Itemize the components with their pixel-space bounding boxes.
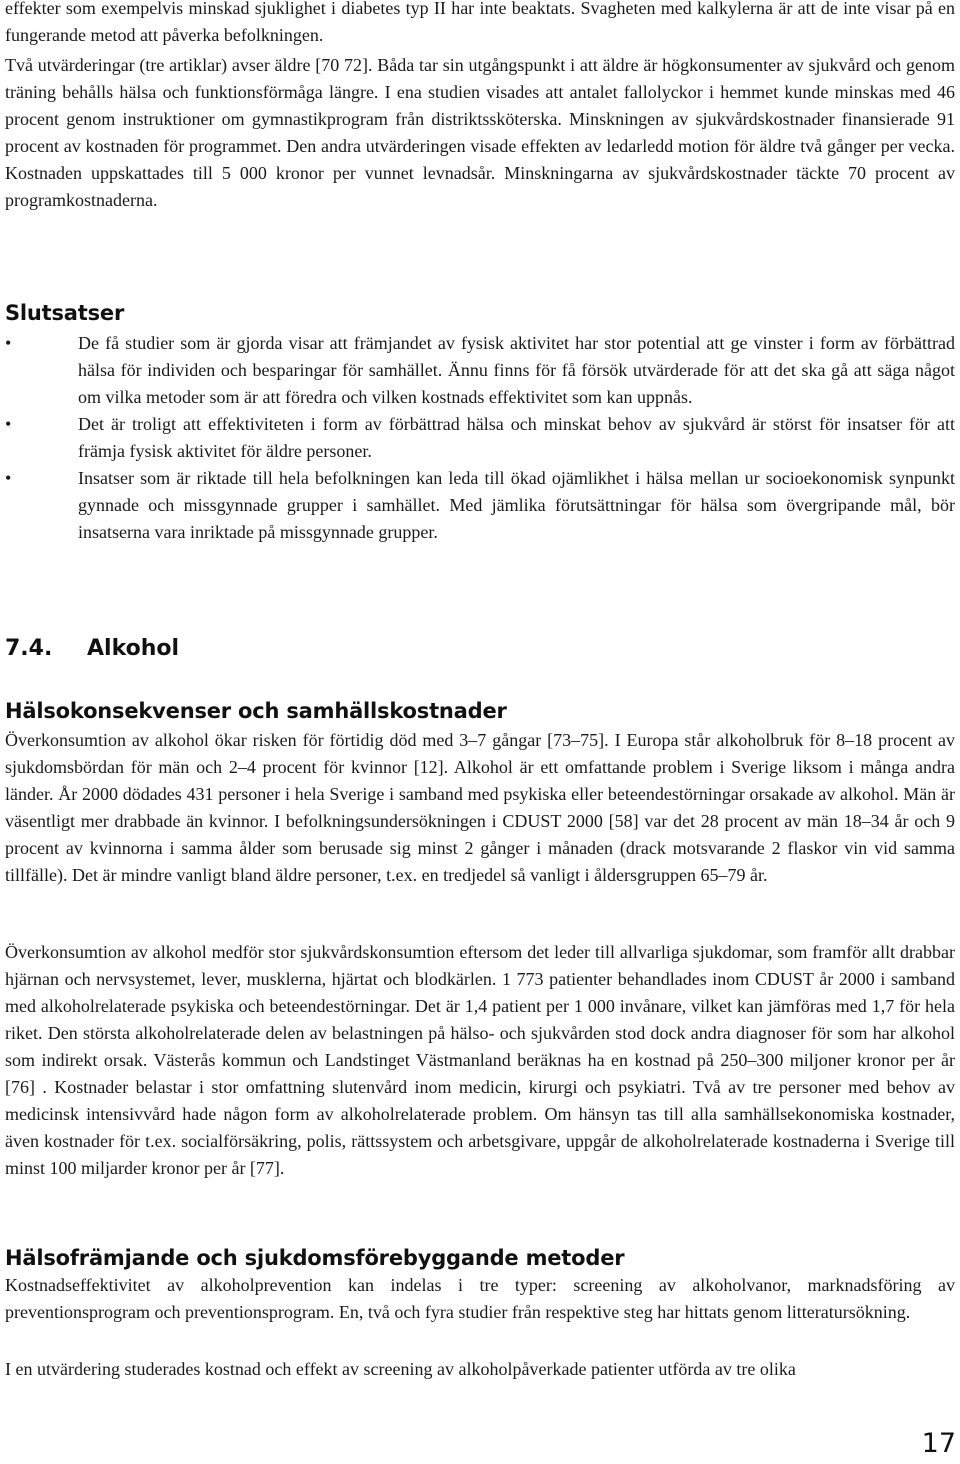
health-costs-paragraph-2: Överkonsumtion av alkohol medför stor sjukvårdskonsumtion eftersom det leder till allvarliga sjukdomar, som framför allt drabbar hjärnan och nervsystemet, lever, musklerna, hjärtat och blodkärlen. 1 773 patienter behandlades inom CDUST år 2000 i samband med alkoholrelaterade psykiska och beteendestörningar. Det är 1,4 patient per 1 000 invånare, vilket kan jämföras med 1,7 för hela riket. Den största alkoholrelaterade delen av belastningen på hälso- och sjukvården stod dock andra diagnoser för som har alkohol som indirekt orsak. Västerås kommun och Landstinget Västmanland beräknas ha en kostnad på 250–300 miljoner kronor per år [76] . Kostnader belastar i stor omfattning slutenvård inom medicin, kirurgi och psykiatri. Två av tre personer med behov av medicinsk intensivvård hade någon form av alkoholrelaterade problem. Om hänsyn tas till alla samhällsekonomiska kostnader, även kostnader för t.ex. socialförsäkring, polis, rättssystem och arbetsgivare, uppgår de alkoholrelaterade kostnaderna i Sverige till minst 100 miljarder kronor per år [77].	[5, 942, 955, 1178]
conclusion-item	[5, 411, 955, 465]
elderly-evaluations-paragraph: Två utvärderingar (tre artiklar) avser äldre [70 72]. Båda tar sin utgångspunkt i att äldre är högkonsumenter av sjukvård och genom träning behålls hälsa och funktionsförmåga längre. I ena studien visades att antalet fallolyckor i hemmet kunde minskas med 46 procent genom instruktioner om gymnastikprogram från distriktssköterska. Minskningen av sjukvårdskostnader finansierade 91 procent av kostnaden för programmet. Den andra utvärderingen visade effekten av ledarledd motion för äldre två gånger per vecka. Kostnaden uppskattades till 5 000 kronor per vunnet levnadsår. Minskningarna av sjukvårdskostnader täckte 70 procent av programkostnaderna.	[5, 55, 955, 210]
section-title: Alkohol	[87, 636, 180, 661]
prevention-paragraph-2: I en utvärdering studerades kostnad och effekt av screening av alkoholpåverkade patienter utförda av tre olika	[5, 1359, 796, 1379]
conclusion-text: Det är troligt att effektiviteten i form av förbättrad hälsa och minskat behov av sjukvård är störst för insatser för att främja fysisk aktivitet för äldre personer.	[78, 414, 955, 461]
conclusions-heading: Slutsatser	[5, 301, 125, 325]
conclusion-text: De få studier som är gjorda visar att främjandet av fysisk aktivitet har stor potential att ge vinster i form av förbättrad hälsa för individen och besparingar för samhället. Ännu finns för få försök utvärderade för att det ska gå att säga något om vilka metoder som är att föredra och vilken kostnads effektivitet som kan uppnås.	[78, 333, 955, 407]
bullet-icon: •	[5, 414, 12, 434]
prevention-paragraph-1: Kostnadseffektivitet av alkoholprevention kan indelas i tre typer: screening av alkoholvanor, marknadsföring av preventionsprogram och preventionsprogram. En, två och fyra studier från respektive steg har hittats genom litteratursökning.	[5, 1275, 955, 1322]
conclusion-text: Insatser som är riktade till hela befolkningen kan leda till ökad ojämlikhet i hälsa mellan ur socioekonomisk synpunkt gynnade och missgynnade grupper i samhället. Med jämlika förutsättningar för hälsa som övergripande mål, bör insatserna vara inriktade på missgynnade grupper.	[78, 468, 955, 542]
bullet-icon: •	[5, 468, 12, 488]
intro-paragraph: effekter som exempelvis minskad sjuklighet i diabetes typ II har inte beaktats. Svagheten med kalkylerna är att de inte visar på en fungerande metod att påverka befolkningen.	[5, 0, 955, 45]
section-number: 7.4.	[5, 636, 53, 661]
health-costs-heading: Hälsokonsekvenser och samhällskostnader	[5, 699, 507, 723]
prevention-heading: Hälsofrämjande och sjukdomsförebyggande metoder	[5, 1246, 625, 1270]
health-costs-paragraph-1: Överkonsumtion av alkohol ökar risken för förtidig död med 3–7 gångar [73–75]. I Europa står alkoholbruk för 8–18 procent av sjukdomsbördan för män och 2–4 procent för kvinnor [12]. Alkohol är ett omfattande problem i Sverige liksom i många andra länder. År 2000 dödades 431 personer i hela Sverige i samband med psykiska eller beteendestörningar orsakade av alkohol. Män är väsentligt mer drabbade än kvinnor. I befolkningsundersökningen i CDUST 2000 [58] var det 28 procent av män 18–34 år och 9 procent av kvinnorna i samma ålder som berusade sig minst 2 gånger i månaden (drack motsvarande 2 flaskor vin vid samma tillfälle). Det är mindre vanligt bland äldre personer, t.ex. en tredjedel så vanligt i åldersgruppen 65–79 år.	[5, 730, 955, 885]
conclusions-list	[5, 330, 955, 546]
bullet-icon: •	[5, 333, 12, 353]
section-heading	[5, 634, 179, 664]
page-number: 17	[921, 1428, 956, 1459]
conclusion-item	[5, 465, 955, 546]
conclusion-item	[5, 330, 955, 411]
